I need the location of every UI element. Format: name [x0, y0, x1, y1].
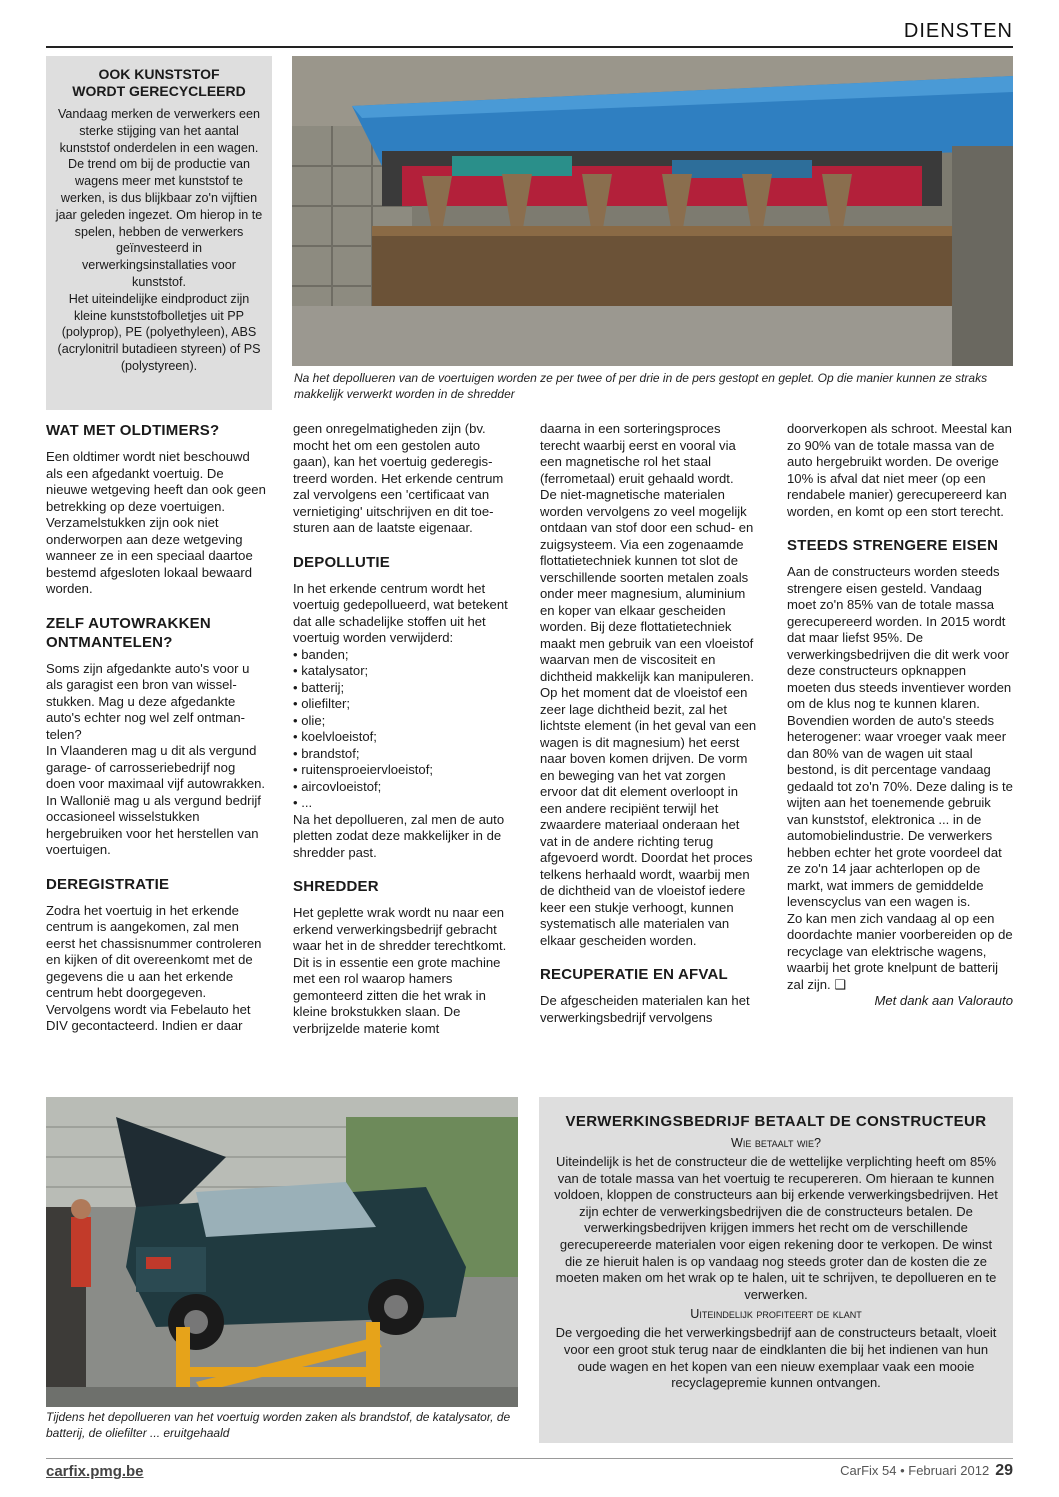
footer-issue-text: CarFix 54 • Februari 2012	[840, 1463, 990, 1478]
sidebar-title	[54, 66, 264, 100]
list-item: • ...	[293, 795, 513, 812]
box-paragraph-1: Uiteindelijk is het de constructeur die de wettelijke verplichting heeft om 85% van de totale massa van het voertuig te recupereren. Om hieraan te kunnen voldoen, kloppen de constructeurs aan bij erkende verwerkingsbedrijven. Het zijn echter de verwerkingsbedrijven die de constructeurs betalen. De verwerkingsbedrijven krijgen immers het recht om de verschillende gerecupereerde materialen voor eigen rekening door te verkopen. De winst die ze hieruit halen is op vandaag nog steeds groter dan de kosten die ze moeten maken om het wrak op te halen, uit te schrijven, te depollueren en te verwerken.	[554, 1154, 998, 1302]
heading-recuperatie: RECUPERATIE EN AFVAL	[540, 966, 728, 983]
paragraph-zelf-1: Soms zijn afgedankte auto's voor u als garagist een bron van wisselstukken. Mag u deze afgedankte auto's echter nog wel zelf ontmantelen?	[46, 660, 250, 742]
box-verwerkingsbedrijf	[539, 1097, 1013, 1443]
sidebar-title-line2: WORDT GERECYCLEERD	[72, 83, 246, 99]
heading-zelf-ontmantelen	[46, 614, 266, 652]
paragraph-depollutie: In het erkende centrum wordt het voertuig gedepollueerd, wat betekent dat alle schadelijke stoffen uit het voertuig worden verwijderd:	[293, 580, 508, 645]
list-item: • banden;	[293, 647, 513, 664]
heading-shredder: SHREDDER	[293, 878, 379, 895]
caption-car-on-lift: Tijdens het depollueren van het voertuig worden zaken als brandstof, de katalysator, de batterij, de oliefilter ... eruitgehaald	[46, 1410, 511, 1440]
car-press-illustration	[292, 56, 1013, 366]
box-subheading-2: Uiteindelijk profiteert de klant	[690, 1307, 862, 1322]
paragraph-elektrisch: Zo kan men zich vandaag al op een doordachte manier voorbereiden op de recyclage van elektrische wagens, waarbij het grote knelpunt de batterij zal zijn. ❑	[787, 910, 1013, 992]
list-item: • oliefilter;	[293, 696, 513, 713]
list-hazardous-items	[293, 647, 513, 812]
list-item: • ruitensproeiervloeistof;	[293, 762, 513, 779]
page-number: 29	[995, 1462, 1013, 1479]
list-item: • katalysator;	[293, 663, 513, 680]
paragraph-dereg-2: Vervolgens wordt via Febelauto het DIV gecontacteerd. Indien er daar	[46, 1001, 251, 1033]
list-item: • aircovloeistof;	[293, 779, 513, 796]
paragraph-dereg-cont: geen onregelmatigheden zijn (bv. mocht het om een gestolen auto gaan), kan het voertuig gederegistreerd worden. Het erkende centrum zal vervolgens een 'certificaat van vernietiging' uitschrijven en dit toesturen aan de laatste eigenaar.	[293, 421, 504, 535]
car-on-lift-illustration	[46, 1097, 518, 1407]
photo-car-on-lift	[46, 1097, 518, 1407]
heading-strengere-eisen: STEEDS STRENGERE EISEN	[787, 537, 999, 554]
paragraph-schroot: doorverkopen als schroot. Meestal kan zo 90% van de totale massa van de auto hergebruikt worden. De overige 10% is afval dat niet meer (op een rendabele manier) gerecupereerd kan worden, en komt op een stort terecht.	[787, 421, 1012, 519]
heading-depollutie: DEPOLLUTIE	[293, 553, 391, 571]
column-4	[787, 421, 1013, 1010]
photo-car-press	[292, 56, 1013, 366]
paragraph-oldtimers: Een oldtimer wordt niet beschouwd als een afgedankt voertuig. De nieuwe wetgeving heeft dan ook geen betrekking op deze voertuigen. Verzamelstukken zijn ook niet onderworpen aan deze wetgeving wanneer ze in een speciaal daartoe bestemd afgesloten lokaal bewaard worden.	[46, 449, 266, 596]
paragraph-zelf-2: In Vlaanderen mag u dit als vergund garage- of carrosseriebedrijf nog doen voor maximaal vijf autowrakken. In Wallonië mag u als vergund bedrijf occasioneel wisselstukken hergebruiken voor het herstellen van voertuigen.	[46, 743, 266, 857]
caption-car-press: Na het depollueren van de voertuigen worden ze per twee of per drie in de pers gestopt en geplet. Op die manier kunnen ze straks makkelijk verwerkt worden in de shredder	[294, 371, 988, 401]
sidebar-paragraph-1: Vandaag merken de verwerkers een sterke stijging van het aantal kunststof onderdelen in een wagen. De trend om bij de productie van wagens meer met kunststof te werken, is dus blijkbaar zo'n vijftien jaar geleden ingezet. Om hierop in te spelen, hebben de verwerkers geïnvesteerd in verwerkingsinstallaties voor kunststof.	[55, 107, 263, 289]
paragraph-dereg-1: Zodra het voertuig in het erkende centrum is aangekomen, zal men eerst het chassisnummer controleren en kijken of dit overeenkomt met de gegevens die u aan het erkende centrum hebt doorgegeven.	[46, 902, 262, 1000]
paragraph-depollutie-2: Na het depollueren, zal men de auto pletten zodat deze makkelijker in de shredder past.	[293, 811, 505, 860]
sidebar-paragraph-2: Het uiteindelijke eindproduct zijn kleine kunststofbolletjes uit PP (polyprop), PE (polyethyleen), ABS (acrylonitril butadieen styreen) of PS (polystyreen).	[57, 291, 261, 373]
heading-zelf-line2: ONTMANTELEN?	[46, 633, 173, 651]
column-2	[293, 421, 513, 1037]
footer-url-link[interactable]: carfix.pmg.be	[46, 1463, 144, 1480]
list-item: • brandstof;	[293, 746, 513, 763]
list-item: • batterij;	[293, 680, 513, 697]
heading-oldtimers: WAT MET OLDTIMERS?	[46, 422, 220, 439]
section-label: DIENSTEN	[903, 20, 1013, 42]
paragraph-sortering: daarna in een sorteringsproces terecht waarbij eerst en vooral via een magnetische rol het staal (ferrometaal) eruit gehaald wordt.	[540, 421, 736, 486]
credit-valorauto: Met dank aan Valorauto	[874, 993, 1013, 1008]
paragraph-recuperatie: De afgescheiden materialen kan het verwerkingsbedrijf vervolgens	[540, 993, 750, 1025]
paragraph-flottatie: De niet-magnetische materialen worden vervolgens zo veel mogelijk ontdaan van stof door een schud- en zuigsysteem. Via een zogenaamde flottatietechniek kunnen tot slot de verschillende soorten metalen zoals onder meer magnesium, aluminium en koper van elkaar gescheiden worden. Bij deze flottatietechniek maakt men gebruik van een vloeistof waarvan men de viscositeit en dichtheid makkelijk kan manipuleren.	[540, 487, 754, 684]
box-title: VERWERKINGSBEDRIJF BETAALT DE CONSTRUCTEUR	[565, 1113, 987, 1130]
sidebar-title-line1: OOK KUNSTSTOF	[98, 66, 220, 82]
paragraph-shredder: Het geplette wrak wordt nu naar een erkend verwerkingsbedrijf gebracht waar het in de shredder terechtkomt. Dit is in essentie een grote machine met een rol waarop hamers gemonteerd zitten die het wrak in kleine brokstukken slaan. De verbrijzelde materie komt	[293, 905, 507, 1036]
box-paragraph-2: De vergoeding die het verwerkingsbedrijf aan de constructeurs betaalt, vloeit voor een groot stuk terug naar de eindklanten die bij het indienen van hun oude wagen en het kopen van een nieuw exemplaar vaak een mooie recyclagepremie kunnen ontvangen.	[555, 1325, 997, 1391]
column-3	[540, 421, 760, 1026]
list-item: • koelvloeistof;	[293, 729, 513, 746]
header-rule	[46, 46, 1013, 48]
column-1	[46, 421, 266, 1035]
footer-rule	[46, 1458, 1013, 1459]
footer-issue	[840, 1462, 1013, 1480]
heading-zelf-line1: ZELF AUTOWRAKKEN	[46, 614, 211, 632]
sidebar-kunststof	[46, 56, 272, 410]
list-item: • olie;	[293, 713, 513, 730]
box-subheading-1: Wie betaalt wie?	[730, 1136, 822, 1150]
paragraph-vloeistof: Op het moment dat de vloeistof een zeer lage dichtheid bezit, zal het lichtste element (in het geval van een wagen is dit magnesium) het eerst naar boven komen drijven. De vorm en beweging van het vat zorgen ervoor dat dit element overloopt in een andere recipiënt terwijl het zwaardere materiaal onderaan het vat in de andere richting terug afgevoerd wordt. Doordat het proces telkens herhaald wordt, waarbij men de dichtheid van de vloeistof iedere keer een stukje verhoogt, kunnen systematisch alle materialen van elkaar gescheiden worden.	[540, 685, 757, 948]
heading-deregistratie: DEREGISTRATIE	[46, 875, 170, 893]
paragraph-eisen: Aan de constructeurs worden steeds strengere eisen gesteld. Vandaag moet zo'n 85% van de totale massa gerecupereerd worden. In 2015 wordt dat maar liefst 95%. De verwerkingsbedrijven die dit werk voor deze constructeurs opknappen moeten dus steeds inventiever worden om de klus nog te kunnen klaren. Bovendien worden de auto's steeds heterogener: waar vroeger vaak meer dan 80% van de wagen uit staal bestond, is dit percentage vandaag gedaald tot zo'n 70%. Deze daling is te wijten aan het toenemende gebruik van kunststof, elektronica ... in de automobielindustrie. De verwerkers hebben echter het grote voordeel dat ze zo'n 14 jaar achterlopen op de markt, wat immers de gemiddelde levenscyclus van een wagen is.	[787, 564, 1013, 909]
